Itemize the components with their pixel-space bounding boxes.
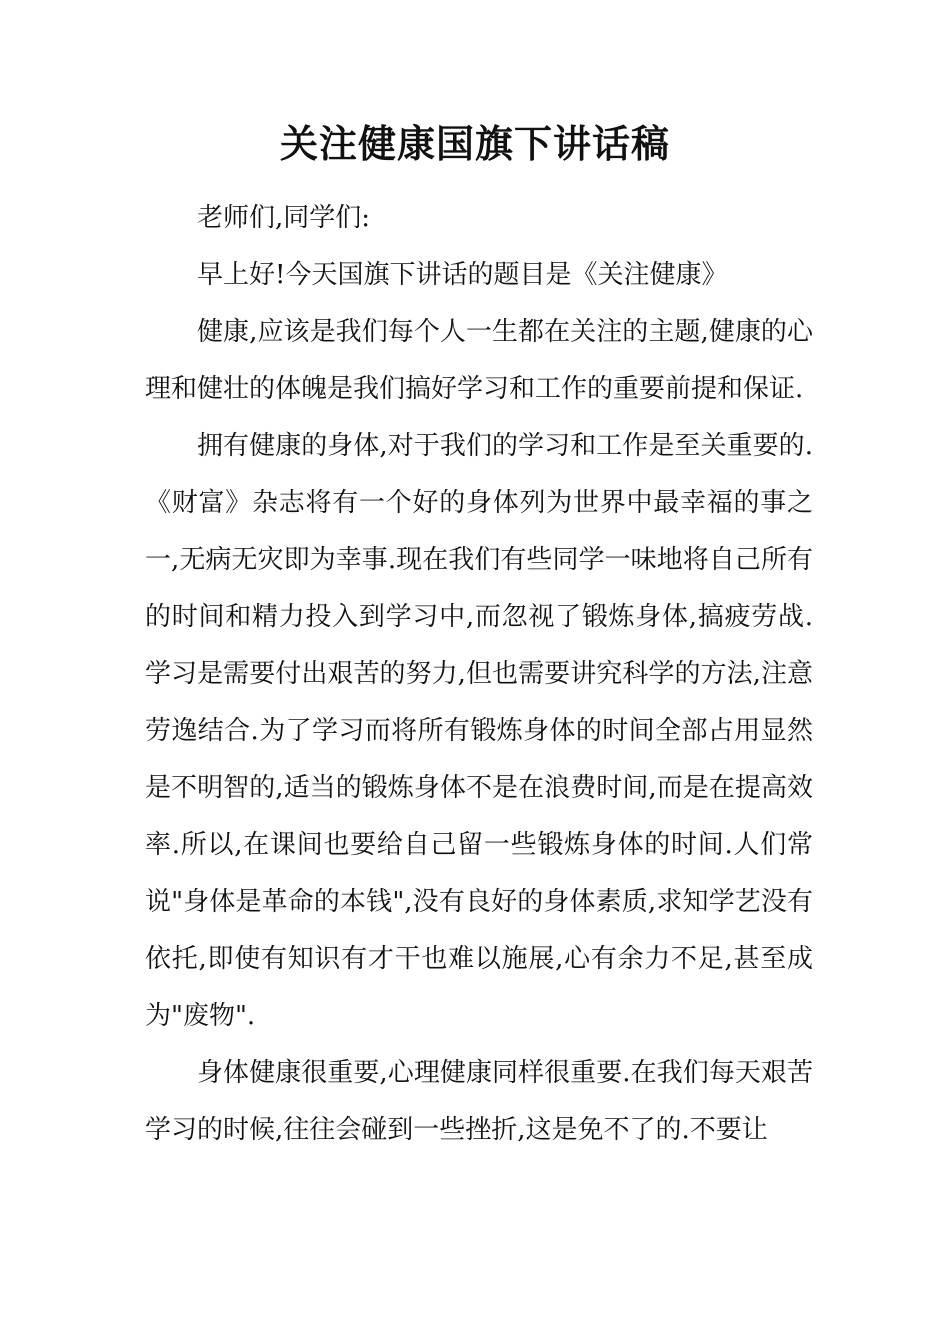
body-paragraph: 健康,应该是我们每个人一生都在关注的主题,健康的心理和健壮的体魄是我们搞好学习和工作的重要前提和保证. xyxy=(145,317,813,404)
opening-paragraph: 早上好!今天国旗下讲话的题目是《关注健康》 xyxy=(197,260,728,290)
greeting-paragraph: 老师们,同学们: xyxy=(197,203,371,233)
document-body xyxy=(145,190,813,1159)
body-paragraph: 身体健康很重要,心理健康同样很重要.在我们每天艰苦学习的时候,往往会碰到一些挫折,这是免不了的.不要让 xyxy=(145,1058,813,1145)
body-paragraph: 拥有健康的身体,对于我们的学习和工作是至关重要的.《财富》杂志将有一个好的身体列为世界中最幸福的事之一,无病无灾即为幸事.现在我们有些同学一味地将自己所有的时间和精力投入到学习中,而忽视了锻炼身体,搞疲劳战.学习是需要付出艰苦的努力,但也需要讲究科学的方法,注意劳逸结合.为了学习而将所有锻炼身体的时间全部占用显然是不明智的,适当的锻炼身体不是在浪费时间,而是在提高效率.所以,在课间也要给自己留一些锻炼身体的时间.人们常说"身体是革命的本钱",没有良好的身体素质,求知学艺没有依托,即使有知识有才干也难以施展,心有余力不足,甚至成为"废物". xyxy=(145,431,813,1031)
document-title: 关注健康国旗下讲话稿 xyxy=(279,121,670,166)
